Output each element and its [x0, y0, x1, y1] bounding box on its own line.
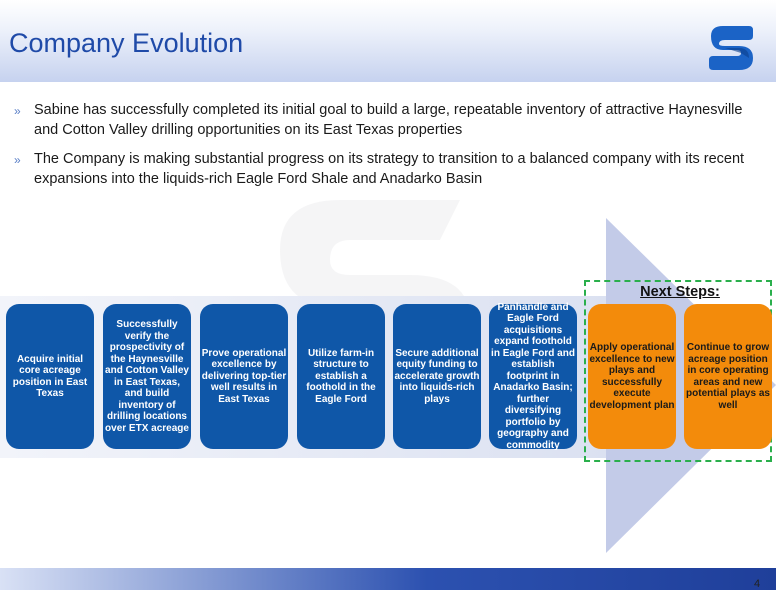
step-box-3 [200, 304, 288, 449]
step-box-2 [103, 304, 191, 449]
step-box-7 [588, 304, 676, 449]
step-box-4 [297, 304, 385, 449]
bullet-mark-icon: » [14, 153, 21, 167]
step-box-8 [684, 304, 772, 449]
bullet-text: Sabine has successfully completed its initial goal to build a large, repeatable inventory of attractive Haynesville and Cotton Valley drilling opportunities on its East Texas properties [34, 102, 743, 138]
page-title: Company Evolution [9, 28, 244, 58]
step-box-1 [6, 304, 94, 449]
footer-band [0, 568, 776, 590]
step-text: Successfully verify the prospectivity of the Haynesville and Cotton Valley in East Texas, and build inventory of drilling locations over ETX acreage [105, 319, 189, 434]
bullet-text: The Company is making substantial progress on its strategy to transition to a balanced company with its recent expansions into the liquids-rich Eagle Ford Shale and Anadarko Basin [34, 151, 745, 187]
step-text: Acquire initial core acreage position in East Texas [12, 353, 88, 399]
next-steps-label: Next Steps: [640, 284, 720, 300]
page-number: 4 [754, 578, 761, 590]
step-text: Prove operational excellence by delivering top-tier well results in East Texas [201, 347, 287, 405]
step-text: Secure additional equity funding to accelerate growth into liquids-rich plays [394, 347, 480, 405]
step-text: Panhandle and Eagle Ford acquisitions expand foothold in Eagle Ford and establish footprint in Anadarko Basin; further diversifying portfolio by geography and commodity [491, 301, 575, 451]
step-box-6 [489, 301, 577, 451]
step-text: Continue to grow acreage position in core operating areas and new potential plays as well [686, 342, 770, 411]
bullet-mark-icon: » [14, 104, 21, 118]
step-text: Apply operational excellence to new plays and successfully execute development plan [589, 342, 675, 411]
step-box-5 [393, 304, 481, 449]
step-text: Utilize farm-in structure to establish a foothold in the Eagle Ford [306, 347, 376, 405]
